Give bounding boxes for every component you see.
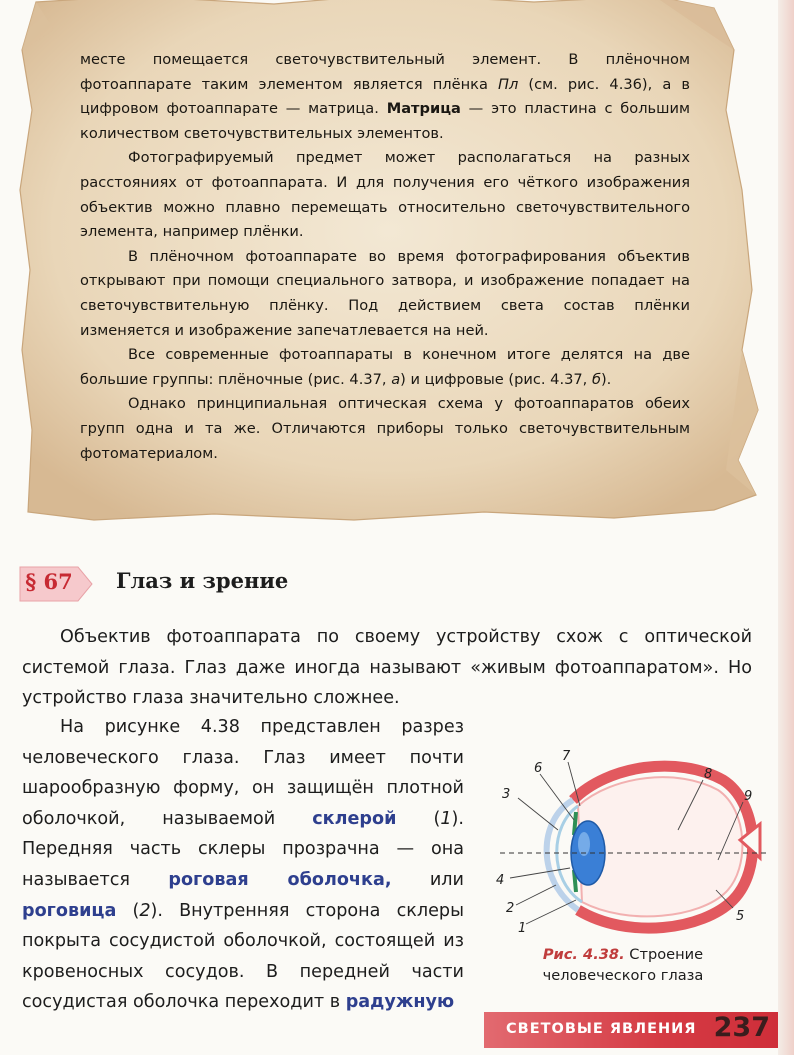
- page-footer: [484, 1012, 778, 1048]
- parchment-paragraph-5: Однако принципиальная оптическая схема у фотоаппаратов обеих групп одна и та же. Отличаются приборы только светочувствительным фотоматериалом.: [80, 395, 690, 462]
- eye-cross-section: [478, 740, 778, 955]
- text-span: Все современные фотоаппараты в конечном итоге делятся на две большие группы: плёночные (рис. 4.37,: [80, 346, 690, 388]
- ref-number: 2: [139, 900, 151, 921]
- label-4: 4: [496, 873, 505, 888]
- label-1: 1: [518, 921, 527, 936]
- column-text: [22, 712, 464, 1018]
- label-2: 2: [506, 901, 515, 916]
- figure-letter-a: а: [391, 370, 401, 388]
- term-iris: радужную: [345, 992, 455, 1013]
- parchment-text: [80, 48, 690, 466]
- label-6: 6: [534, 761, 543, 776]
- page-edge-decoration: [778, 0, 794, 1055]
- label-9: 9: [744, 789, 753, 804]
- label-5: 5: [736, 909, 745, 924]
- term-cornea: роговая оболочка,: [168, 869, 392, 890]
- text-span: — это пластина с большим количеством светочувствительных элементов.: [80, 100, 690, 142]
- text-span: ).: [600, 370, 612, 388]
- text-span: На рисунке 4.38 представлен разрез человеческого глаза. Глаз имеет почти шарообразную форму, он защищён плотной оболочкой, называемой: [22, 717, 464, 829]
- ref-number: 1: [440, 808, 452, 829]
- column-paragraph: [22, 712, 464, 1018]
- parchment-paragraph-1: [80, 48, 690, 146]
- text-span: ). Передняя часть склеры прозрачна — она называется: [22, 808, 464, 890]
- parchment-paragraph-4: [80, 343, 690, 392]
- text-span: или: [391, 869, 464, 890]
- parchment-paragraph-2: Фотографируемый предмет может располагаться на разных расстояниях от фотоаппарата. И для получения его чёткого изображения объектив можно плавно перемещать относительно светочувствительного элемента, например плёнки.: [80, 149, 690, 241]
- text-span: месте помещается светочувствительный элемент. В плёночном фотоаппарате таким элементом является плёнка: [80, 51, 690, 93]
- label-8: 8: [704, 767, 713, 782]
- intro-text: Объектив фотоаппарата по своему устройству схож с оптической системой глаза. Глаз даже иногда называют «живым фотоаппаратом». Но устройство глаза значительно сложнее.: [22, 627, 752, 709]
- parchment-panel: [14, 0, 774, 535]
- section-number: § 67: [25, 569, 73, 594]
- caption-label: Рис. 4.38.: [542, 946, 625, 963]
- film-symbol: Пл: [498, 75, 519, 93]
- text-span: ). Внутренняя сторона склеры покрыта сосудистой оболочкой, состоящей из кровеносных сосудов. В передней части сосудистая оболочка переходит в: [22, 900, 464, 1013]
- page-number: 237: [713, 1012, 770, 1043]
- section-badge: [16, 565, 96, 603]
- label-7: 7: [562, 749, 571, 764]
- figure-caption: [498, 944, 748, 986]
- intro-paragraph: [22, 622, 752, 714]
- parchment-paragraph-3: В плёночном фотоаппарате во время фотографирования объектив открывают при помощи специального затвора, и изображение попадает на светочувствительную плёнку. Под действием света состав плёнки изменяется и изображение запечатлевается на ней.: [80, 247, 690, 339]
- text-span: (: [396, 808, 441, 829]
- text-span: (см. рис. 4.36), а в цифровом фотоаппарате — матрица.: [80, 75, 691, 118]
- caption-text: Строение человеческого глаза: [542, 946, 704, 984]
- text-span: ) и цифровые (рис. 4.37,: [400, 370, 592, 388]
- eye-diagram: [478, 740, 778, 955]
- section-title: Глаз и зрение: [116, 568, 289, 593]
- term-matrix: Матрица: [386, 100, 461, 118]
- text-span: (: [116, 900, 140, 921]
- term-sclera: склерой: [312, 808, 397, 829]
- term-cornea-short: роговица: [22, 900, 117, 921]
- chapter-name: СВЕТОВЫЕ ЯВЛЕНИЯ: [506, 1021, 697, 1037]
- label-3: 3: [502, 787, 511, 802]
- figure-letter-b: б: [591, 370, 601, 388]
